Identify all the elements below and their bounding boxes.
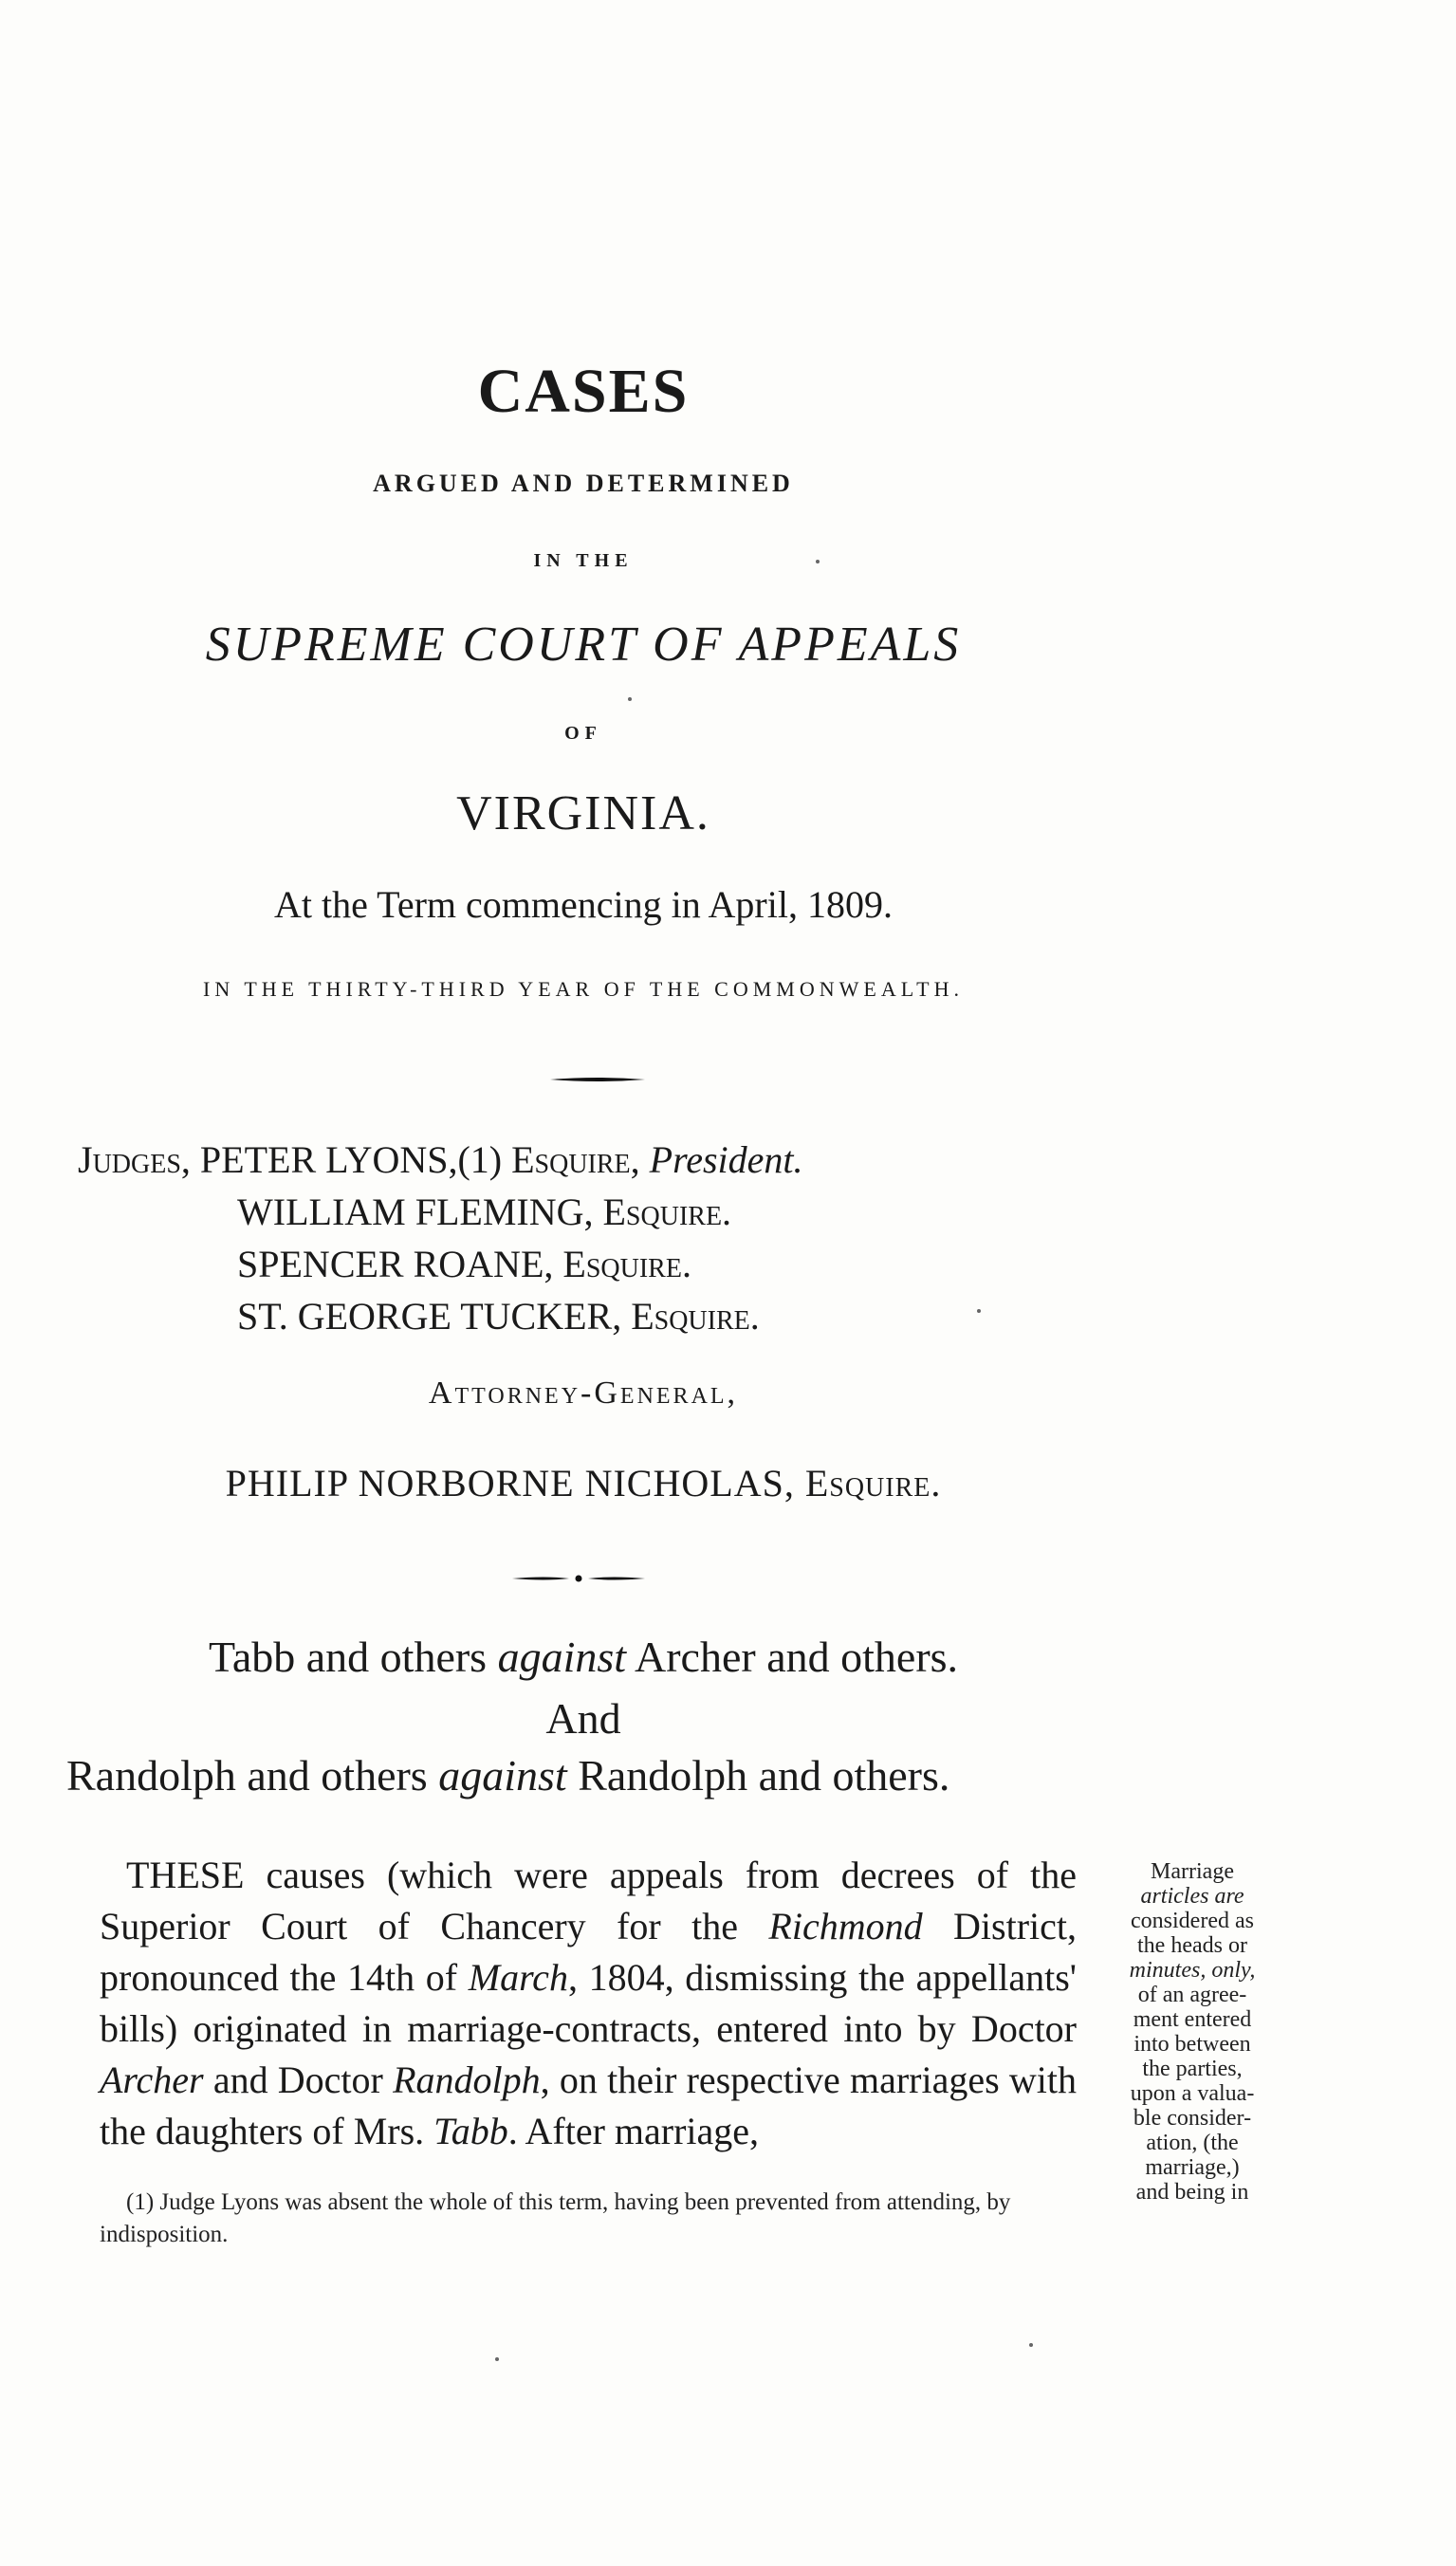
paper-speck xyxy=(495,2357,499,2361)
year-line: IN THE THIRTY-THIRD YEAR OF THE COMMONWEALTH. xyxy=(203,977,964,1001)
paper-speck xyxy=(628,697,632,701)
judge-president xyxy=(78,1134,803,1186)
paper-speck xyxy=(1029,2343,1033,2347)
against-word: against xyxy=(497,1633,627,1681)
state-name: VIRGINIA. xyxy=(456,786,710,840)
judge-role: President. xyxy=(649,1138,803,1181)
judge-name: ST. GEORGE TUCKER, xyxy=(237,1295,622,1338)
margin-note: Marriage articles are considered as the heads or minutes, only, of an agree- ment entered into between the parties, upon a valua- ble consider- ation, (the marriage,) and being in xyxy=(1129,1859,1256,2205)
party-name: Tabb and others xyxy=(208,1633,488,1681)
decorative-rule-ornament xyxy=(512,1575,645,1582)
case-title-and: And xyxy=(545,1694,621,1743)
judge-row xyxy=(78,1186,803,1238)
against-word: against xyxy=(438,1751,567,1800)
judge-title: Esquire. xyxy=(562,1243,691,1285)
attorney-general-label: Attorney-General, xyxy=(428,1375,739,1411)
judge-row xyxy=(78,1290,803,1342)
attorney-general-name: PHILIP NORBORNE NICHOLAS, xyxy=(225,1462,795,1505)
judge-name: SPENCER ROANE, xyxy=(237,1243,554,1285)
judges-list xyxy=(78,1134,803,1342)
attorney-general-name-line xyxy=(0,1461,1167,1505)
attorney-general-title: Esquire. xyxy=(804,1462,942,1505)
body-paragraph: THESE causes (which were appeals from decrees of the Superior Court of Chancery for the Richmond District, pronounced the 14th of March, 1804, dismissing the appellants' bills) originated in marriage-contracts, entered into by Doctor Archer and Doctor Randolph, on their respective marriages with the daughters of Mrs. Tabb. After marriage, xyxy=(100,1854,1077,2152)
subtitle-in-the: IN THE xyxy=(533,550,634,571)
judge-row xyxy=(78,1238,803,1290)
paper-speck xyxy=(977,1309,981,1313)
subtitle-argued: ARGUED AND DETERMINED xyxy=(373,470,794,497)
judge-title: Esquire. xyxy=(631,1295,760,1338)
party-name: Archer and others. xyxy=(635,1633,959,1681)
party-name: Randolph and others xyxy=(66,1751,428,1800)
judge-name: WILLIAM FLEMING, xyxy=(237,1191,594,1233)
judge-title: Esquire. xyxy=(602,1191,732,1233)
subtitle-of: OF xyxy=(564,723,602,744)
page-title: CASES xyxy=(477,357,690,426)
court-name: SUPREME COURT OF APPEALS xyxy=(205,618,962,672)
case-title-line-1 xyxy=(0,1632,1167,1682)
judge-title: Esquire, xyxy=(511,1138,640,1181)
judge-name: PETER LYONS,(1) xyxy=(199,1138,503,1181)
judges-label: Judges, xyxy=(78,1138,191,1181)
term-line: At the Term commencing in April, 1809. xyxy=(274,883,893,926)
decorative-rule xyxy=(550,1077,645,1082)
paper-speck xyxy=(816,560,820,563)
footnote: (1) Judge Lyons was absent the whole of this term, having been prevented from attending, by indisposition. xyxy=(100,2189,1011,2247)
case-title-line-2 xyxy=(66,1750,949,1800)
party-name: Randolph and others. xyxy=(578,1751,950,1800)
